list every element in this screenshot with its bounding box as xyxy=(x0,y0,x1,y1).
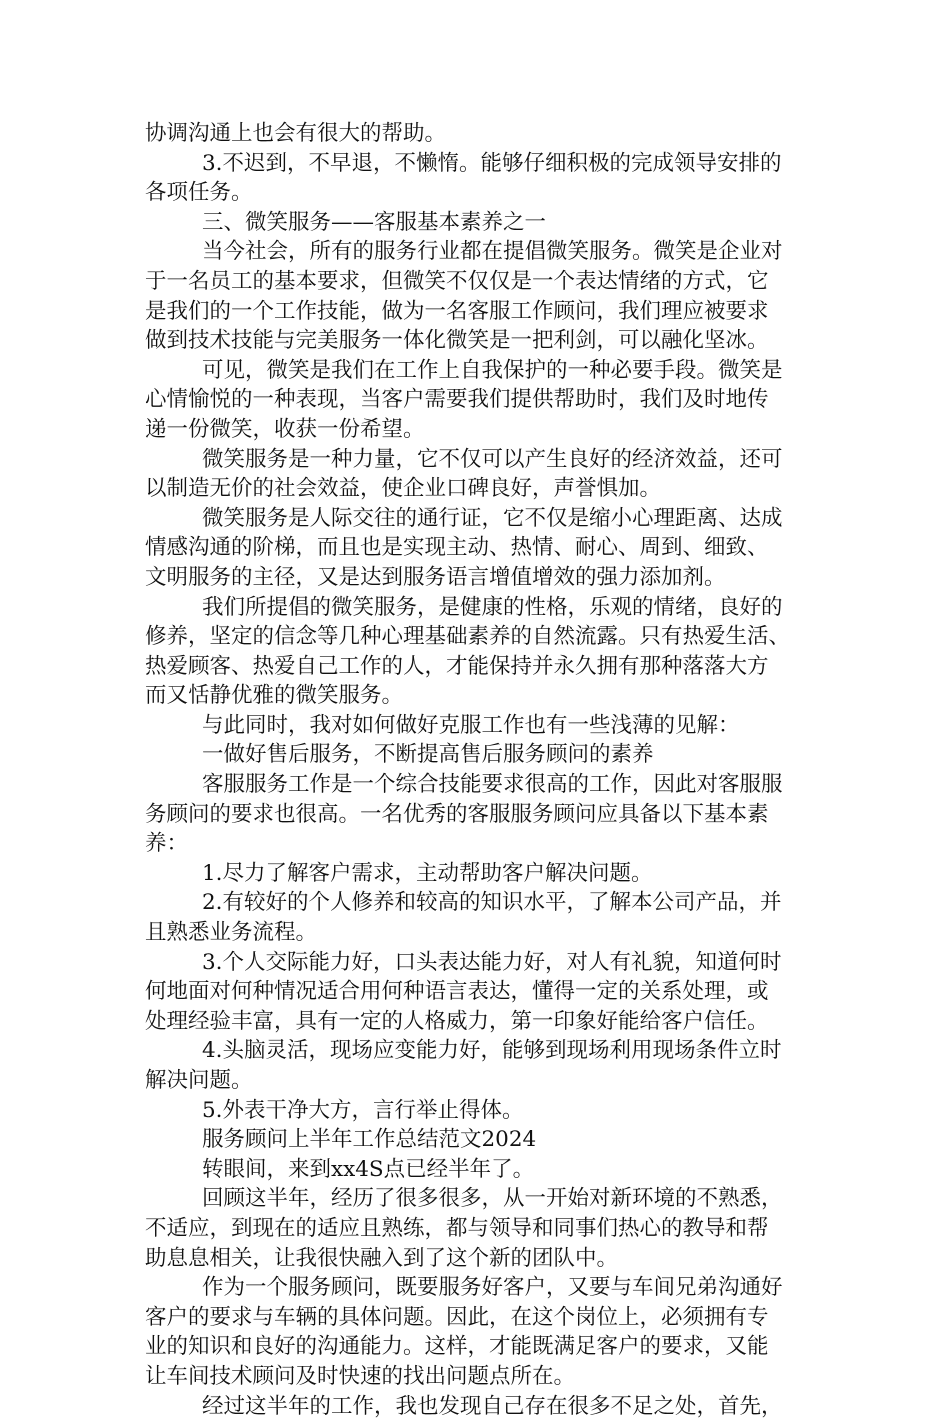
text-line: 2.有较好的个人修养和较高的知识水平，了解本公司产品，并 xyxy=(202,890,782,916)
text-line: 递一份微笑，收获一份希望。 xyxy=(145,416,425,442)
text-line: 微笑服务是人际交往的通行证，它不仅是缩小心理距离、达成 xyxy=(202,505,783,531)
text-line: 且熟悉业务流程。 xyxy=(145,920,318,946)
text-line: 解决问题。 xyxy=(145,1068,253,1093)
text-line: 心情愉悦的一种表现，当客户需要我们提供帮助时，我们及时地传 xyxy=(145,387,769,413)
text-line: 文明服务的主径，又是达到服务语言增值增效的强力添加剂。 xyxy=(145,564,726,590)
text-line: 各项任务。 xyxy=(145,180,253,206)
text-line: 于一名员工的基本要求，但微笑不仅仅是一个表达情绪的方式，它 xyxy=(145,268,769,294)
text-line: 养： xyxy=(145,831,189,857)
text-line: 与此同时，我对如何做好克服工作也有一些浅薄的见解： xyxy=(202,712,740,738)
text-line: 服务顾问上半年工作总结范文2024 xyxy=(202,1127,537,1153)
text-line: 作为一个服务顾问，既要服务好客户，又要与车间兄弟沟通好 xyxy=(202,1275,783,1301)
text-line: 客服服务工作是一个综合技能要求很高的工作，因此对客服服 xyxy=(202,772,783,798)
text-line: 我们所提倡的微笑服务，是健康的性格，乐观的情绪，良好的 xyxy=(202,594,783,620)
text-line: 是我们的一个工作技能，做为一名客服工作顾问，我们理应被要求 xyxy=(145,298,769,324)
text-line: 4.头脑灵活，现场应变能力好，能够到现场利用现场条件立时 xyxy=(202,1038,782,1064)
text-line: 业的知识和良好的沟通能力。这样，才能既满足客户的要求，又能 xyxy=(145,1334,769,1360)
text-line: 微笑服务是一种力量，它不仅可以产生良好的经济效益，还可 xyxy=(202,446,783,472)
text-line: 可见，微笑是我们在工作上自我保护的一种必要手段。微笑是 xyxy=(202,357,783,383)
text-line: 3.不迟到，不早退，不懒惰。能够仔细积极的完成领导安排的 xyxy=(202,150,782,176)
text-line: 让车间技术顾问及时快速的找出问题点所在。 xyxy=(145,1363,576,1389)
text-line: 一做好售后服务，不断提高售后服务顾问的素养 xyxy=(202,742,654,768)
text-line: 何地面对何种情况适合用何种语言表达，懂得一定的关系处理，或 xyxy=(145,979,769,1005)
text-line: 客户的要求与车辆的具体问题。因此，在这个岗位上，必须拥有专 xyxy=(145,1304,769,1330)
text-line: 三、微笑服务——客服基本素养之一 xyxy=(202,209,547,235)
text-line: 协调沟通上也会有很大的帮助。 xyxy=(145,121,447,146)
text-line: 处理经验丰富，具有一定的人格威力，第一印象好能给客户信任。 xyxy=(145,1008,769,1034)
text-line: 当今社会，所有的服务行业都在提倡微笑服务。微笑是企业对 xyxy=(202,239,783,265)
text-line: 助息息相关，让我很快融入到了这个新的团队中。 xyxy=(145,1245,619,1271)
text-line: 做到技术技能与完美服务一体化微笑是一把利剑，可以融化坚冰。 xyxy=(145,328,769,354)
text-line: 1.尽力了解客户需求，主动帮助客户解决问题。 xyxy=(202,860,653,886)
text-line: 回顾这半年，经历了很多很多，从一开始对新环境的不熟悉， xyxy=(202,1186,783,1212)
text-line: 务顾问的要求也很高。一名优秀的客服服务顾问应具备以下基本素 xyxy=(145,801,769,827)
text-line: 5.外表干净大方，言行举止得体。 xyxy=(202,1097,524,1123)
text-line: 3.个人交际能力好，口头表达能力好，对人有礼貌，知道何时 xyxy=(202,949,782,975)
text-line: 情感沟通的阶梯，而且也是实现主动、热情、耐心、周到、细致、 xyxy=(145,535,769,561)
text-line: 热爱顾客、热爱自己工作的人，才能保持并永久拥有那种落落大方 xyxy=(145,653,769,679)
text-line: 转眼间，来到xx4S点已经半年了。 xyxy=(202,1156,535,1182)
text-line: 修养，坚定的信念等几种心理基础素养的自然流露。只有热爱生活、 xyxy=(145,624,791,650)
text-line: 不适应，到现在的适应且熟练，都与领导和同事们热心的教导和帮 xyxy=(145,1215,769,1241)
document-page xyxy=(145,119,813,1421)
text-line: 以制造无价的社会效益，使企业口碑良好，声誉惧加。 xyxy=(145,476,662,502)
text-line: 而又恬静优雅的微笑服务。 xyxy=(145,683,404,709)
text-line: 经过这半年的工作，我也发现自己存在很多不足之处，首先， xyxy=(202,1393,783,1419)
